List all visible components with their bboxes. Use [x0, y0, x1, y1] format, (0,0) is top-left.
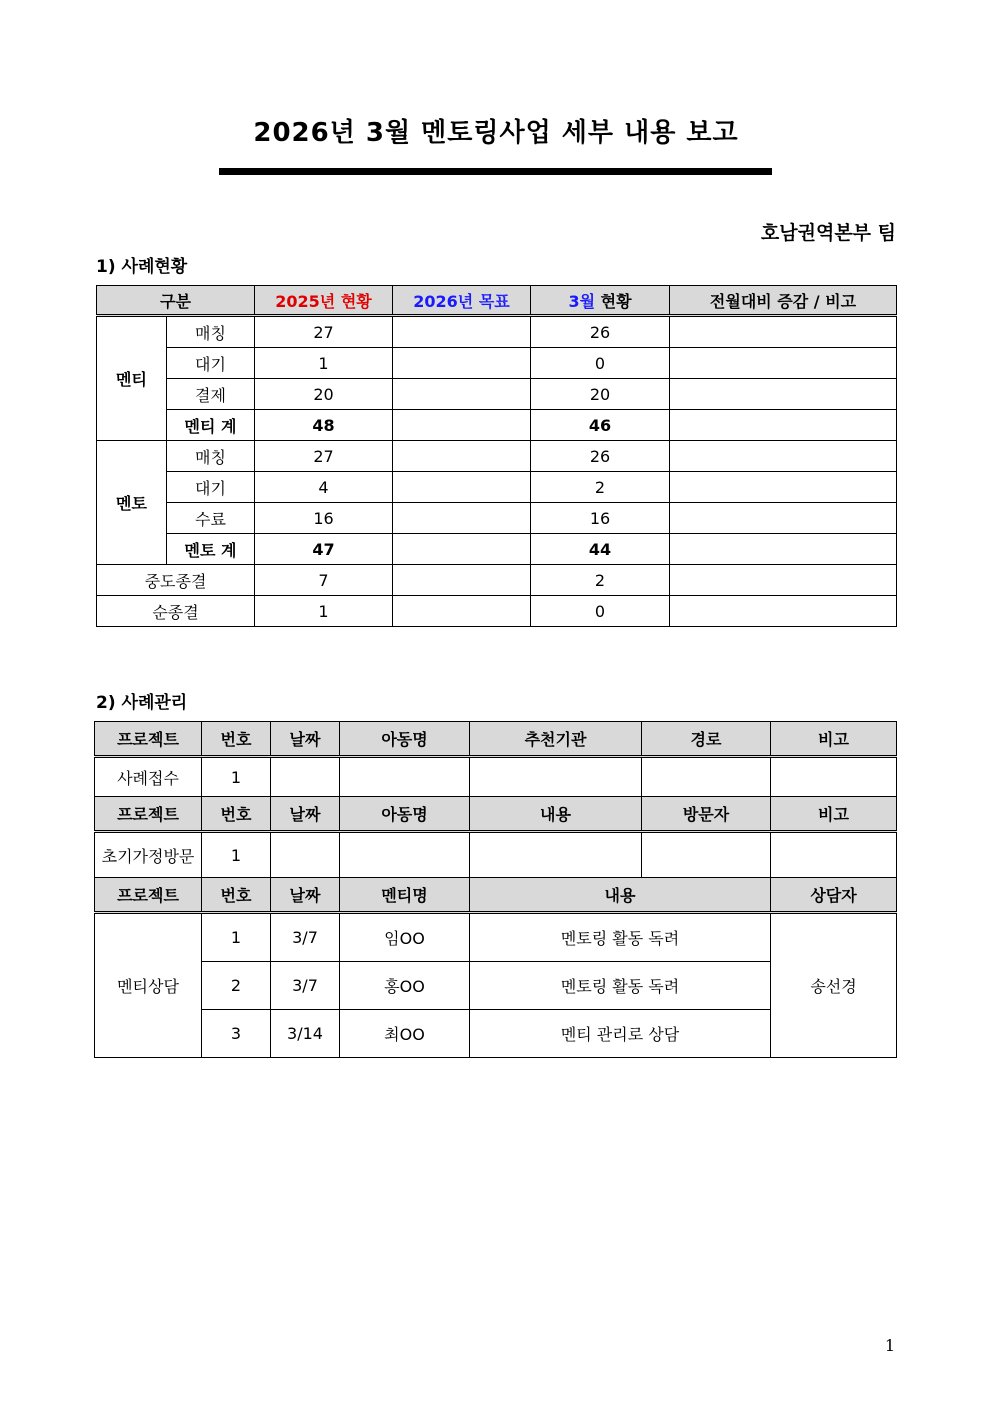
agency-cell [470, 757, 642, 797]
header-row [97, 286, 897, 316]
cell-march: 26 [531, 441, 670, 472]
cell-2025: 4 [255, 472, 393, 503]
header-march-status: 현황 [595, 291, 632, 311]
content-cell: 멘토링 활동 독려 [470, 913, 771, 962]
header-no: 번호 [202, 722, 271, 757]
group-mentee: 멘티 [97, 316, 167, 441]
table-row [97, 379, 897, 410]
row-name: 수료 [167, 503, 255, 534]
row-name: 멘티 계 [167, 410, 255, 441]
cell-2026 [393, 441, 531, 472]
content-cell: 멘티 관리로 상담 [470, 1010, 771, 1058]
row-name: 대기 [167, 472, 255, 503]
page-number: 1 [884, 1336, 895, 1355]
mentee-cell: 홍OO [340, 962, 470, 1010]
header-march [531, 286, 670, 316]
cell-note [670, 472, 897, 503]
cell-2025: 48 [255, 410, 393, 441]
case-status-table [96, 285, 897, 627]
header-project: 프로젝트 [95, 797, 202, 832]
cell-note [670, 534, 897, 565]
date-cell [271, 757, 340, 797]
cell-2025: 27 [255, 441, 393, 472]
header-date: 날짜 [271, 797, 340, 832]
cell-march: 44 [531, 534, 670, 565]
note-cell [771, 832, 897, 878]
header-content: 내용 [470, 878, 771, 913]
counselor-cell: 송선경 [771, 913, 897, 1058]
cell-2026 [393, 565, 531, 596]
table-row [97, 472, 897, 503]
cell-note [670, 565, 897, 596]
header-mentee: 멘티명 [340, 878, 470, 913]
table-row [95, 913, 897, 962]
section2-heading: 2) 사례관리 [96, 693, 188, 713]
cell-note [670, 441, 897, 472]
header-date: 날짜 [271, 878, 340, 913]
cell-note [670, 316, 897, 348]
no-cell: 1 [202, 913, 271, 962]
cell-march: 2 [531, 472, 670, 503]
table-row [97, 565, 897, 596]
cell-2025: 20 [255, 379, 393, 410]
date-cell: 3/14 [271, 1010, 340, 1058]
header-category: 구분 [97, 286, 255, 316]
header-date: 날짜 [271, 722, 340, 757]
row-name: 매칭 [167, 316, 255, 348]
counsel-header-row [95, 878, 897, 913]
header-content: 내용 [470, 797, 642, 832]
table-row [95, 832, 897, 878]
no-cell: 3 [202, 1010, 271, 1058]
header-agency: 추천기관 [470, 722, 642, 757]
cell-note [670, 410, 897, 441]
cell-note [670, 348, 897, 379]
date-cell [271, 832, 340, 878]
table-row [97, 503, 897, 534]
cell-2026 [393, 379, 531, 410]
title-underline [219, 168, 772, 175]
date-cell: 3/7 [271, 962, 340, 1010]
page-title: 2026년 3월 멘토링사업 세부 내용 보고 [253, 118, 739, 148]
row-name: 매칭 [167, 441, 255, 472]
project-cell: 멘티상담 [95, 913, 202, 1058]
table-row [95, 757, 897, 797]
cell-2025: 16 [255, 503, 393, 534]
header-no: 번호 [202, 797, 271, 832]
cell-march: 2 [531, 565, 670, 596]
table-row [97, 596, 897, 627]
mentee-cell: 임OO [340, 913, 470, 962]
route-cell [642, 757, 771, 797]
cell-2026 [393, 534, 531, 565]
cell-2025: 47 [255, 534, 393, 565]
header-2026: 2026년 목표 [393, 286, 531, 316]
cell-march: 46 [531, 410, 670, 441]
group-mentor: 멘토 [97, 441, 167, 565]
cell-march: 16 [531, 503, 670, 534]
cell-2026 [393, 503, 531, 534]
cell-march: 20 [531, 379, 670, 410]
cell-march: 26 [531, 316, 670, 348]
note-cell [771, 757, 897, 797]
header-note: 비고 [771, 797, 897, 832]
content-cell [470, 832, 642, 878]
content-cell: 멘토링 활동 독려 [470, 962, 771, 1010]
cell-march: 0 [531, 596, 670, 627]
row-name: 중도종결 [97, 565, 255, 596]
cell-2025: 7 [255, 565, 393, 596]
no-cell: 1 [202, 757, 271, 797]
table-row-total [97, 534, 897, 565]
header-march-month: 3월 [568, 291, 596, 311]
cell-note [670, 503, 897, 534]
header-project: 프로젝트 [95, 722, 202, 757]
header-note: 비고 [771, 722, 897, 757]
header-child: 아동명 [340, 797, 470, 832]
cell-note [670, 596, 897, 627]
header-compare: 전월대비 증감 / 비고 [670, 286, 897, 316]
header-counselor: 상담자 [771, 878, 897, 913]
no-cell: 1 [202, 832, 271, 878]
cell-2026 [393, 348, 531, 379]
org-name: 호남권역본부 팀 [760, 222, 896, 244]
intake-header-row [95, 722, 897, 757]
cell-2025: 1 [255, 348, 393, 379]
section1-heading: 1) 사례현황 [96, 257, 188, 277]
row-name: 결제 [167, 379, 255, 410]
cell-march: 0 [531, 348, 670, 379]
cell-2026 [393, 316, 531, 348]
cell-2025: 1 [255, 596, 393, 627]
date-cell: 3/7 [271, 913, 340, 962]
row-name: 대기 [167, 348, 255, 379]
header-visitor: 방문자 [642, 797, 771, 832]
header-project: 프로젝트 [95, 878, 202, 913]
visitor-cell [642, 832, 771, 878]
header-2025: 2025년 현황 [255, 286, 393, 316]
table-row [97, 316, 897, 348]
row-name: 멘토 계 [167, 534, 255, 565]
visit-header-row [95, 797, 897, 832]
cell-2025: 27 [255, 316, 393, 348]
mentee-cell: 최OO [340, 1010, 470, 1058]
project-cell: 초기가정방문 [95, 832, 202, 878]
case-management-table [94, 721, 897, 1058]
cell-2026 [393, 472, 531, 503]
no-cell: 2 [202, 962, 271, 1010]
project-cell: 사례접수 [95, 757, 202, 797]
header-no: 번호 [202, 878, 271, 913]
table-row [97, 348, 897, 379]
table-row [97, 441, 897, 472]
cell-2026 [393, 410, 531, 441]
row-name: 순종결 [97, 596, 255, 627]
header-child: 아동명 [340, 722, 470, 757]
cell-note [670, 379, 897, 410]
cell-2026 [393, 596, 531, 627]
child-cell [340, 832, 470, 878]
header-route: 경로 [642, 722, 771, 757]
table-row-total [97, 410, 897, 441]
child-cell [340, 757, 470, 797]
